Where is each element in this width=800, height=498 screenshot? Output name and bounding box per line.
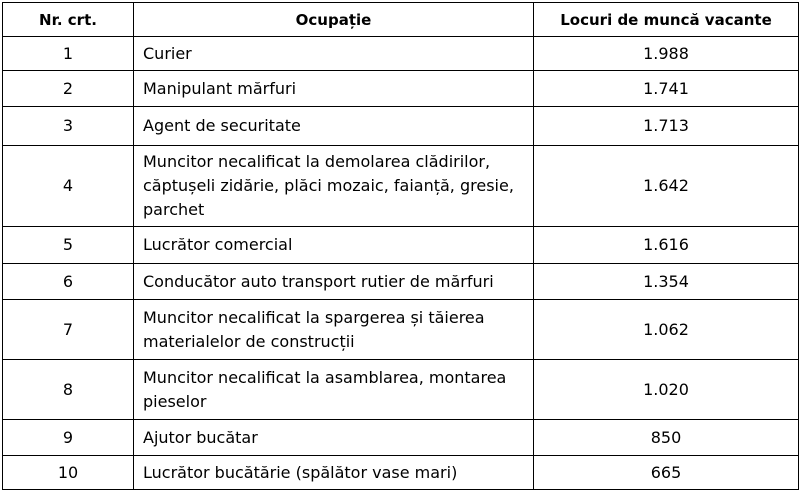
table-row [3,71,799,107]
cell-nr: 10 [3,456,134,490]
header-vacancies: Locuri de muncă vacante [534,3,799,37]
cell-nr: 3 [3,107,134,146]
table-row [3,456,799,490]
cell-vacancies: 1.062 [534,300,799,360]
cell-vacancies: 1.354 [534,264,799,300]
cell-nr: 6 [3,264,134,300]
table-body [3,37,799,490]
vacancy-table [2,2,799,490]
cell-vacancies: 1.642 [534,146,799,227]
cell-vacancies: 1.713 [534,107,799,146]
table-row [3,227,799,264]
table-row [3,264,799,300]
header-nr: Nr. crt. [3,3,134,37]
table-row [3,107,799,146]
cell-occupation: Conducător auto transport rutier de mărfuri [134,264,534,300]
cell-occupation: Ajutor bucătar [134,420,534,456]
cell-nr: 9 [3,420,134,456]
table-row [3,420,799,456]
cell-occupation: Lucrător comercial [134,227,534,264]
table-row [3,360,799,420]
cell-vacancies: 1.020 [534,360,799,420]
cell-occupation: Muncitor necalificat la asamblarea, montarea pieselor [134,360,534,420]
header-occupation: Ocupație [134,3,534,37]
table-row [3,146,799,227]
cell-occupation: Manipulant mărfuri [134,71,534,107]
cell-occupation: Lucrător bucătărie (spălător vase mari) [134,456,534,490]
table-row [3,300,799,360]
cell-vacancies: 1.616 [534,227,799,264]
cell-nr: 1 [3,37,134,71]
cell-vacancies: 1.988 [534,37,799,71]
header-row [3,3,799,37]
cell-vacancies: 1.741 [534,71,799,107]
cell-occupation: Muncitor necalificat la demolarea clădirilor, căptușeli zidărie, plăci mozaic, faianță, gresie, parchet [134,146,534,227]
cell-vacancies: 850 [534,420,799,456]
cell-nr: 7 [3,300,134,360]
cell-nr: 5 [3,227,134,264]
table-row [3,37,799,71]
cell-occupation: Curier [134,37,534,71]
cell-occupation: Agent de securitate [134,107,534,146]
cell-vacancies: 665 [534,456,799,490]
cell-nr: 4 [3,146,134,227]
cell-occupation: Muncitor necalificat la spargerea și tăierea materialelor de construcții [134,300,534,360]
cell-nr: 2 [3,71,134,107]
cell-nr: 8 [3,360,134,420]
table-header [3,3,799,37]
